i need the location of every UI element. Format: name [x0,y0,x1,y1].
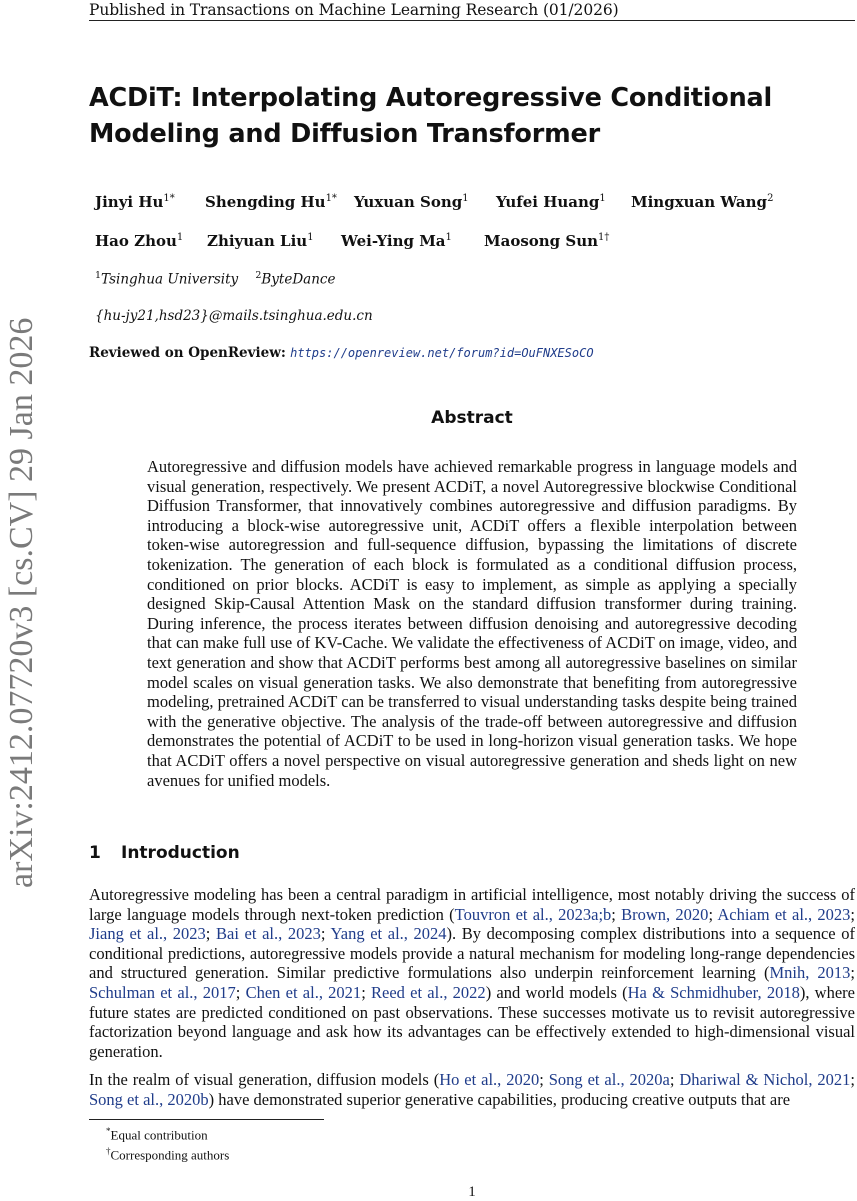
citation-link[interactable]: Touvron et al., 2023a;b [454,904,612,924]
section-heading-introduction: 1 Introduction [89,843,240,863]
paragraph-text: ; [611,904,622,924]
author: Shengding $Hu^{1*}$ [205,193,337,211]
footnote: *Equal contribution [106,1126,208,1143]
paragraph-text: ; [539,1070,549,1089]
author-row-1 [95,193,815,215]
intro-paragraph-2 [89,1070,855,1109]
paper-title: ACDiT: Interpolating Autoregressive Conditional Modeling and Diffusion Transformer [89,83,773,149]
author-row-2 [95,232,815,254]
citation-link[interactable]: Achiam et al., 2023 [717,904,851,924]
journal-header: Published in Transactions on Machine Learning Research (01/2026) [89,0,855,21]
paragraph-text: Autoregressive modeling has been a central paradigm in artificial intelligence, most notably driving the success of large language models through next-token prediction ( [89,885,855,924]
citation-link[interactable]: Dhariwal & Nichol, 2021 [679,1070,851,1089]
paragraph-text: ; [850,1070,855,1089]
author: Jinyi $Hu^{1*}$ [95,193,175,211]
citation-link[interactable]: Ho et al., 2020 [439,1070,540,1089]
author-email[interactable]: {hu-jy21,hsd23}@mails.tsinghua.edu.cn [95,308,373,324]
paragraph-text: ; [235,982,246,1002]
author: Wei-Ying Ma$^1$ [341,232,452,250]
abstract-heading: Abstract [431,408,513,428]
citation-link[interactable]: Schulman et al., 2017 [89,982,236,1002]
citation-link[interactable]: Ha & Schmidhuber, 2018 [627,982,800,1002]
author: Zhiyuan Liu$^1$ [207,232,314,250]
author: Yuxuan Song$^1$ [354,193,469,211]
abstract-text: Autoregressive and diffusion models have achieved remarkable progress in language models and visual generation, respectively. We present ACDiT, a novel Autoregressive blockwise Conditional Diffusion Transformer, that innovatively combines autoregressive and diffusion paradigms. By introducing a block-wise autoregressive unit, ACDiT offers a flexible interpolation between token-wise autoregression and full-sequence diffusion, bypassing the limitations of discrete tokenization. The generation of each block is formulated as a conditional diffusion process, conditioned on prior blocks. ACDiT is easy to implement, as simple as applying a specially designed Skip-Causal Attention Mask on the standard diffusion transformer during training. During inference, the process iterates between diffusion denoising and autoregressive decoding that can make full use of KV-Cache. We validate the effectiveness of ACDiT on image, video, and text generation and show that ACDiT performs best among all autoregressive baselines on similar model scales on visual generation tasks. We also demonstrate that benefiting from autoregressive modeling, pretrained ACDiT can be transferred to visual understanding tasks despite being trained with the generative objective. The analysis of the trade-off between autoregressive and diffusion demonstrates the potential of ACDiT to be used in long-horizon visual generation tasks. We hope that ACDiT offers a novel perspective on visual autoregressive generation and sheds light on new avenues for unified models. [147,457,797,790]
paragraph-text: ), where future states are predicted conditioned on past observations. These successes motivate us to revisit autoregressive factorization beyond language and ask how its advantages can be effectively extended to high-dimensional visual generation. [89,982,855,1061]
paragraph-text: ; [361,982,372,1002]
footnotes [106,1123,229,1164]
author: Hao Zhou$^1$ [95,232,184,250]
citation-link[interactable]: Song et al., 2020b [89,1089,209,1109]
author: Maosong Sun$^{1\dagger}$ [484,232,610,250]
citation-link[interactable]: Jiang et al., 2023 [89,924,206,944]
paragraph-text: ; [708,904,718,924]
paragraph-text: ) have demonstrated superior generative capabilities, producing creative outputs that are [208,1089,791,1109]
citation-link[interactable]: Song et al., 2020a [548,1070,670,1089]
paragraph-text: ; [205,924,217,944]
citation-link[interactable]: Yang et al., 2024 [330,924,447,944]
paragraph-text: ; [669,1070,680,1089]
citation-link[interactable]: Chen et al., 2021 [245,982,362,1002]
citation-link[interactable]: Reed et al., 2022 [371,982,486,1002]
review-label: Reviewed on OpenReview: [89,345,286,361]
citation-link[interactable]: Bai et al., 2023 [216,924,321,944]
footnote: †Corresponding authors [106,1146,230,1163]
openreview-line [89,345,594,361]
page-number: 1 [468,1184,476,1200]
author: Yufei Huang$^1$ [496,193,606,211]
paragraph-text: ; [850,963,855,983]
author: Mingxuan Wang$^2$ [631,193,774,211]
arxiv-stamp[interactable]: arXiv:2412.07720v3 [cs.CV] 29 Jan 2026 [3,317,40,888]
openreview-link[interactable]: https://openreview.net/forum?id=OuFNXESoCO [290,346,594,360]
paragraph-text: ) and world models ( [485,982,628,1002]
paragraph-text: In the realm of visual generation, diffusion models ( [89,1070,440,1089]
paragraph-text: ). By decomposing complex distributions into a sequence of conditional predictions, autoregressive models provide a natural mechanism for modeling long-range dependencies and structured generation. Similar predictive formulations also underpin reinforcement learning ( [89,924,855,983]
paragraph-text: ; [320,924,331,944]
intro-paragraph-1 [89,885,855,1061]
footnote-divider [89,1119,324,1120]
paragraph-text: ; [850,904,855,924]
affiliations: $^1$Tsinghua University $^2$ByteDance [95,270,336,288]
citation-link[interactable]: Brown, 2020 [621,904,709,924]
citation-link[interactable]: Mnih, 2013 [769,963,851,983]
